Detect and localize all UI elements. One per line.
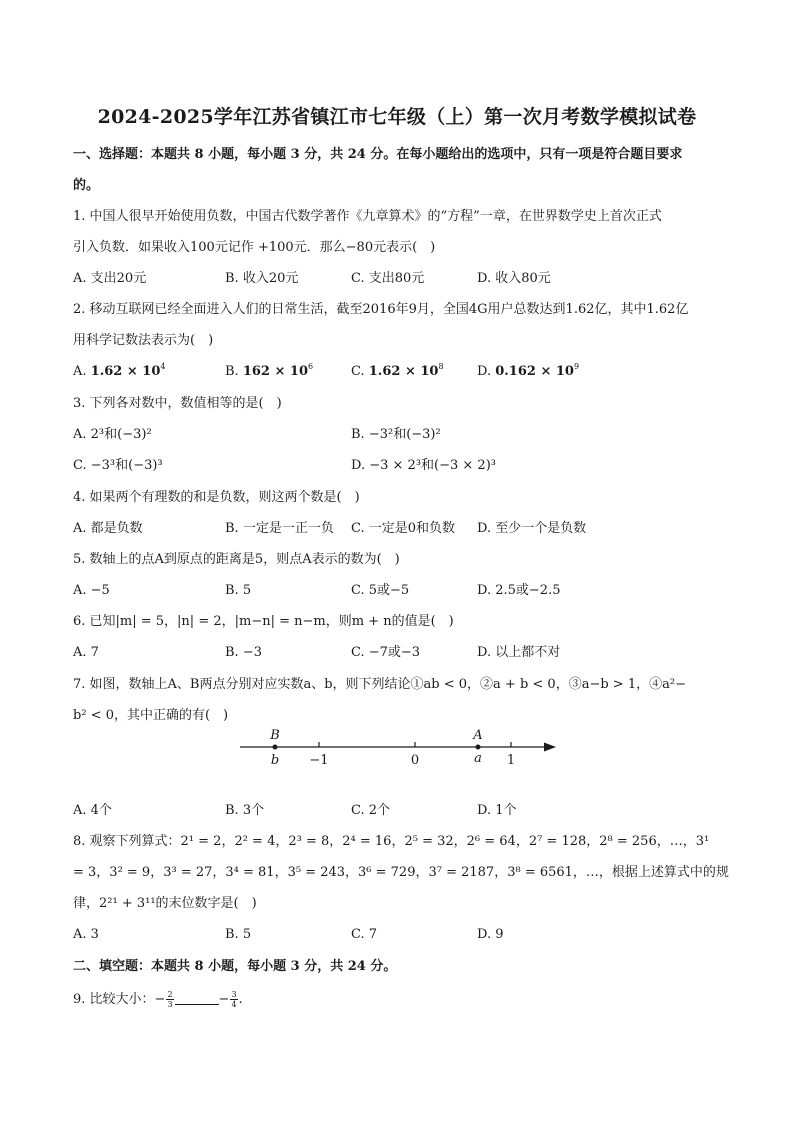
q7-option-c: C. 2个 xyxy=(351,803,391,818)
q2-option-a: A. $1.62 \times 10^4$ xyxy=(73,362,166,379)
q7-line1: 7. 如图，数轴上A、B两点分别对应实数a、b，则下列结论①ab < 0，②a + b < 0，③a−b > 1，④a²− xyxy=(73,677,686,692)
section1-heading-line1: 一、选择题：本题共 8 小题，每小题 3 分，共 24 分。在每小题给出的选项中，只有一项是符合题目要求 xyxy=(73,147,683,162)
q2-line1: 2. 移动互联网已经全面进入人们的日常生活，截至2016年9月，全国4G用户总数达到1.62亿，其中1.62亿 xyxy=(73,302,689,317)
section1-heading-line2: 的。 xyxy=(73,178,100,193)
q6-option-a: A. 7 xyxy=(73,645,99,660)
q4-option-a: A. 都是负数 xyxy=(73,521,143,536)
q2-option-b: B. $162 \times 10^6$ xyxy=(225,362,314,379)
tick-minus1-label: −1 xyxy=(309,753,329,768)
q1-option-a: A. 支出20元 xyxy=(73,271,147,286)
q4-option-c: C. 一定是0和负数 xyxy=(351,521,456,536)
q1-option-b: B. 收入20元 xyxy=(225,271,299,286)
q2-line2: 用科学记数法表示为( ) xyxy=(73,333,214,348)
q6-option-d: D. 以上都不对 xyxy=(477,645,561,660)
q6-stem: 6. 已知|m| = 5，|n| = 2，|m−n| = n−m，则m + n的值是( ) xyxy=(73,614,454,629)
point-b-dot xyxy=(273,745,278,750)
q9-line xyxy=(73,990,243,1010)
q8-option-b: B. 5 xyxy=(225,927,252,942)
q3-option-d: D. −3 × 2³和(−3 × 2)³ xyxy=(351,458,496,473)
q3-option-b: B. −3²和(−3)² xyxy=(351,427,441,442)
q8-option-a: A. 3 xyxy=(73,927,99,942)
q5-stem: 5. 数轴上的点A到原点的距离是5，则点A表示的数为( ) xyxy=(73,552,400,567)
number-line-arrow xyxy=(544,743,556,752)
q9-prefix: 9. 比较大小：− xyxy=(73,992,166,1007)
q1-option-d: D. 收入80元 xyxy=(477,271,551,286)
q6-option-c: C. −7或−3 xyxy=(351,645,421,660)
point-b-value: b xyxy=(270,753,280,768)
q8-line1: 8. 观察下列算式：2¹ = 2，2² = 4，2³ = 8，2⁴ = 16，2⁵ = 32，2⁶ = 64，2⁷ = 128，2⁸ = 256，…，3¹ xyxy=(73,834,710,849)
tick-0-label: 0 xyxy=(410,753,420,768)
q8-option-d: D. 9 xyxy=(477,927,504,942)
q4-stem: 4. 如果两个有理数的和是负数，则这两个数是( ) xyxy=(73,490,360,505)
q4-option-d: D. 至少一个是负数 xyxy=(477,521,587,536)
page-title: 2024-2025学年江苏省镇江市七年级（上）第一次月考数学模拟试卷 xyxy=(97,106,697,128)
q3-stem: 3. 下列各对数中，数值相等的是( ) xyxy=(73,396,282,411)
q7-option-b: B. 3个 xyxy=(225,803,265,818)
q7-number-line xyxy=(230,726,570,776)
q7-option-a: A. 4个 xyxy=(73,803,112,818)
point-a-value: a xyxy=(474,751,482,766)
q9-suffix: . xyxy=(238,992,243,1007)
point-b-label: B xyxy=(270,728,280,743)
q9-mid: − xyxy=(218,992,230,1007)
q2-option-c: C. $1.62 \times 10^8$ xyxy=(351,362,444,379)
q5-option-b: B. 5 xyxy=(225,583,252,598)
q2-option-d: D. $0.162 \times 10^9$ xyxy=(477,362,580,379)
q1-line2: 引入负数．如果收入100元记作 +100元．那么−80元表示( ) xyxy=(73,240,436,255)
q7-line2: b² < 0，其中正确的有( ) xyxy=(73,708,229,723)
tick-1-label: 1 xyxy=(506,753,516,768)
q1-option-c: C. 支出80元 xyxy=(351,271,425,286)
q8-line3: 律，2²¹ + 3¹¹的末位数字是( ) xyxy=(73,896,257,911)
q9-answer-blank[interactable] xyxy=(175,992,219,1005)
point-a-dot xyxy=(476,745,481,750)
q1-line1: 1. 中国人很早开始使用负数，中国古代数学著作《九章算术》的“方程”一章，在世界数学史上首次正式 xyxy=(73,209,662,224)
section2-heading: 二、填空题：本题共 8 小题，每小题 3 分，共 24 分。 xyxy=(73,959,397,974)
q5-option-d: D. 2.5或−2.5 xyxy=(477,583,561,598)
q5-option-a: A. −5 xyxy=(73,583,110,598)
q4-option-b: B. 一定是一正一负 xyxy=(225,521,334,536)
q3-option-a: A. 2³和(−3)² xyxy=(73,427,152,442)
q9-fraction-1: $\frac{2}{3}$ xyxy=(167,990,173,1009)
q8-line2: = 3，3² = 9，3³ = 27，3⁴ = 81，3⁵ = 243，3⁶ = 729，3⁷ = 2187，3⁸ = 6561，…，根据上述算式中的规 xyxy=(73,865,729,880)
q3-option-c: C. −3³和(−3)³ xyxy=(73,458,163,473)
q8-option-c: C. 7 xyxy=(351,927,378,942)
q9-fraction-2: $\frac{3}{4}$ xyxy=(231,990,237,1009)
q6-option-b: B. −3 xyxy=(225,645,262,660)
point-a-label: A xyxy=(473,728,483,743)
q7-option-d: D. 1个 xyxy=(477,803,517,818)
q5-option-c: C. 5或−5 xyxy=(351,583,410,598)
